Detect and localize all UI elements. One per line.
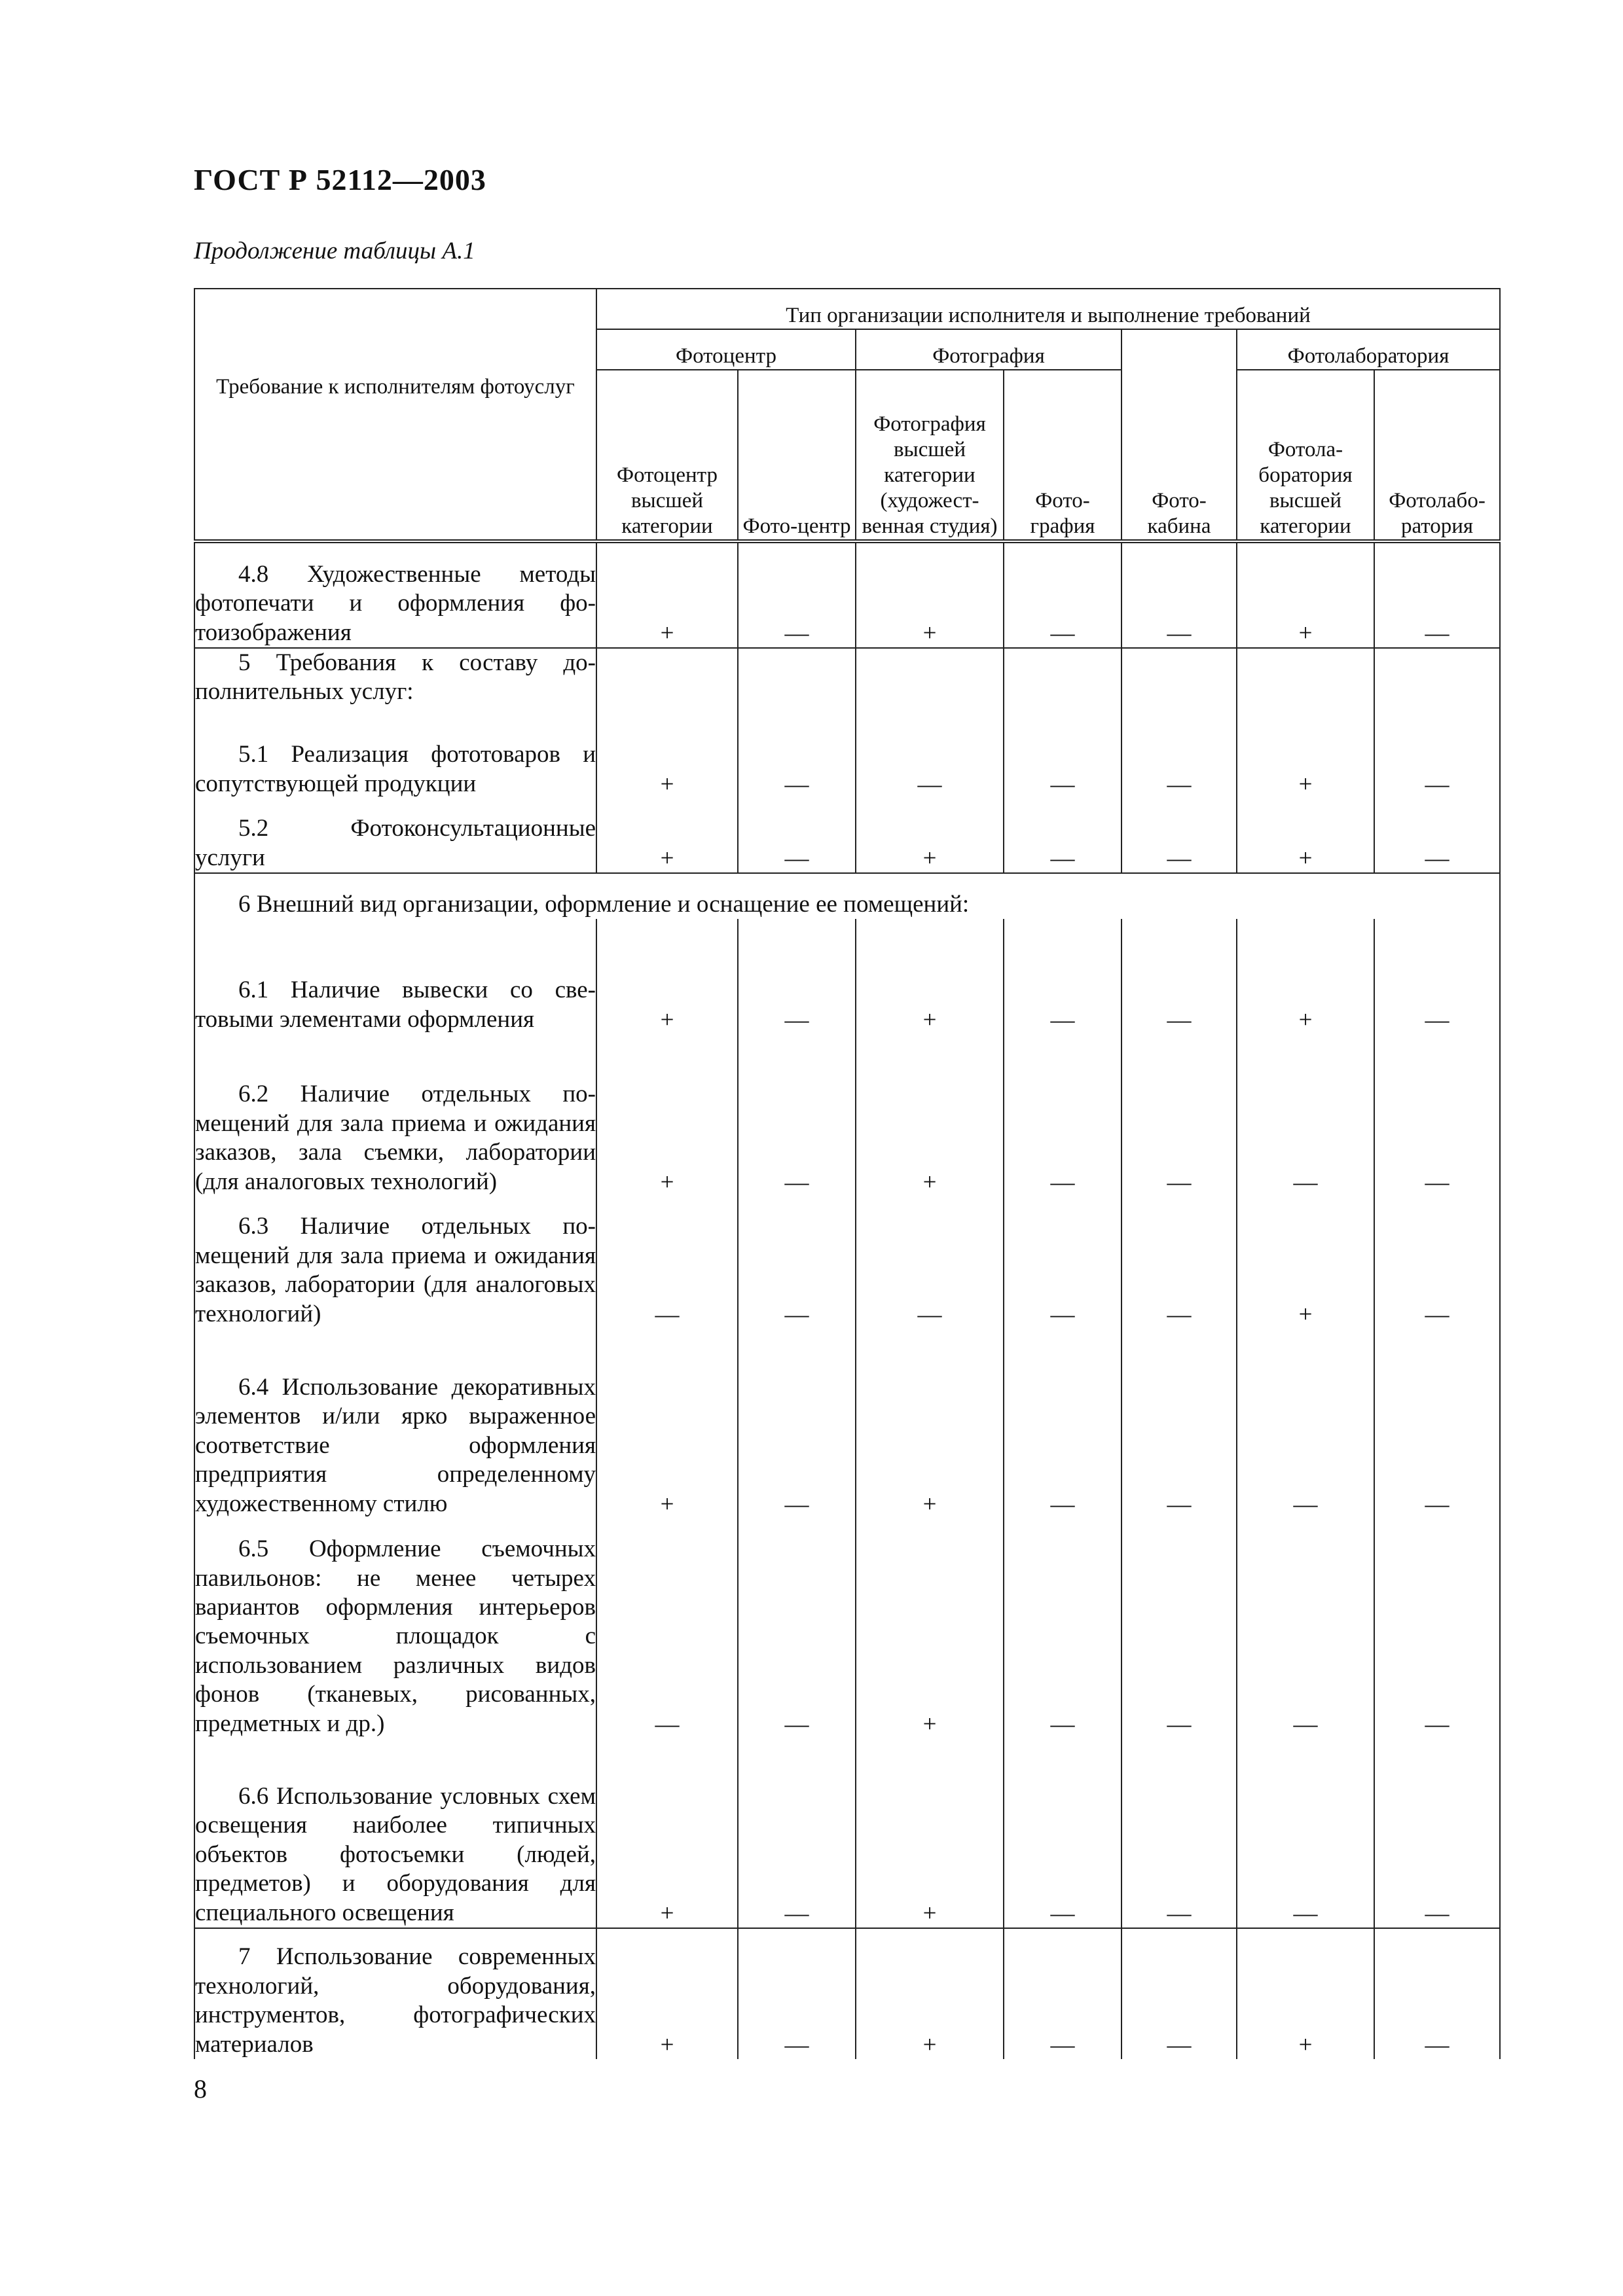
mark-cell: + [596, 919, 738, 1034]
mark-cell: — [1004, 1196, 1122, 1329]
mark-cell: + [596, 1738, 738, 1928]
mark-cell: — [738, 798, 856, 873]
column-header: Фотолабо-ратория [1374, 370, 1500, 541]
mark-cell: — [1374, 1738, 1500, 1928]
table-row [194, 1518, 1500, 1738]
mark-cell: — [596, 1196, 738, 1329]
requirement-text: 6.1 Наличие вывески со световыми элементами оформления [194, 919, 596, 1034]
mark-cell: — [1122, 543, 1237, 648]
mark-cell: + [596, 543, 738, 648]
mark-cell: + [1237, 919, 1374, 1034]
mark-cell: — [1004, 1518, 1122, 1738]
mark-cell: — [1122, 1196, 1237, 1329]
mark-cell: + [856, 798, 1004, 873]
table-caption: Продолжение таблицы А.1 [194, 238, 475, 264]
table-row [194, 798, 1500, 873]
mark-cell: + [596, 1928, 738, 2059]
mark-cell: + [596, 1034, 738, 1196]
document-code: ГОСТ Р 52112—2003 [194, 163, 486, 196]
column-header: Фото-кабина [1122, 329, 1237, 541]
mark-cell: — [1374, 1928, 1500, 2059]
mark-cell: + [1237, 724, 1374, 798]
mark-cell: — [1374, 543, 1500, 648]
mark-cell: — [1122, 1329, 1237, 1518]
mark-cell: + [856, 1738, 1004, 1928]
group-header-fotocenter: Фотоцентр [596, 329, 856, 370]
mark-cell: — [1237, 1034, 1374, 1196]
mark-cell: — [1004, 543, 1122, 648]
requirement-text: 6.5 Оформление съемочных павильонов: не менее четырех вариантов оформления интерьеров съемочных площадок с использованием различных видов фонов (тканевых, рисованных, предметных и др.) [194, 1518, 596, 1738]
mark-cell: + [1237, 798, 1374, 873]
mark-cell: — [1122, 919, 1237, 1034]
mark-cell: — [1122, 1518, 1237, 1738]
mark-cell: — [738, 1738, 856, 1928]
mark-cell: — [1004, 1928, 1122, 2059]
table-row [194, 919, 1500, 1034]
mark-cell: — [738, 1518, 856, 1738]
table-row [194, 724, 1500, 798]
mark-cell: — [856, 724, 1004, 798]
table-row [194, 1196, 1500, 1329]
mark-cell: — [1237, 1329, 1374, 1518]
mark-cell: + [1237, 1196, 1374, 1329]
column-header: Фотоцентр высшей категории [596, 370, 738, 541]
requirement-text: 6.4 Использование декоративных элементов и/или ярко выраженное соответствие оформления предприятия определенному художественному стилю [194, 1329, 596, 1518]
mark-cell: — [738, 724, 856, 798]
table-row [194, 873, 1500, 919]
mark-cell: — [1004, 724, 1122, 798]
mark-cell: + [1237, 1928, 1374, 2059]
requirement-text: 7 Использование современных технологий, оборудования, инструментов, фотографических материалов [194, 1928, 596, 2059]
mark-cell: + [856, 1518, 1004, 1738]
mark-cell: — [1122, 1928, 1237, 2059]
mark-cell: — [738, 919, 856, 1034]
mark-cell: — [1122, 724, 1237, 798]
mark-cell: — [1004, 1034, 1122, 1196]
table-row [194, 1034, 1500, 1196]
requirement-text: 4.8 Художественные методы фотопечати и оформления фотоизображения [194, 543, 596, 648]
table-row [194, 1738, 1500, 1928]
mark-cell: — [1374, 1518, 1500, 1738]
column-header: Фото-графия [1004, 370, 1122, 541]
mark-cell: — [1374, 1196, 1500, 1329]
requirements-table [194, 288, 1501, 2059]
mark-cell: + [596, 724, 738, 798]
table-row [194, 1329, 1500, 1518]
requirement-text: 6.3 Наличие отдельных помещений для зала приема и ожидания заказов, лаборатории (для аналоговых технологий) [194, 1196, 596, 1329]
group-header-fotografia: Фотография [856, 329, 1122, 370]
mark-cell: + [856, 543, 1004, 648]
mark-cell: + [856, 1928, 1004, 2059]
mark-cell: — [738, 1196, 856, 1329]
mark-cell: — [738, 543, 856, 648]
requirement-text: 6.2 Наличие отдельных помещений для зала приема и ожидания заказов, зала съемки, лаборатории (для аналоговых технологий) [194, 1034, 596, 1196]
mark-cell: — [1122, 1034, 1237, 1196]
column-header: Фотола-боратория высшей категории [1237, 370, 1374, 541]
mark-cell: — [1237, 1738, 1374, 1928]
mark-cell: + [856, 919, 1004, 1034]
requirement-text: 5.2 Фотоконсультационные услуги [194, 798, 596, 873]
requirement-text: 6.6 Использование условных схем освещения наиболее типичных объектов фотосъемки (людей, предметов) и оборудования для специального освещения [194, 1738, 596, 1928]
group-header-fotolab: Фотолаборатория [1237, 329, 1500, 370]
requirement-text: 5.1 Реализация фототоваров и сопутствующей продукции [194, 724, 596, 798]
requirement-text: 5 Требования к составу дополнительных услуг: [194, 648, 596, 724]
mark-cell: — [1004, 1329, 1122, 1518]
mark-cell: — [1374, 798, 1500, 873]
org-type-header: Тип организации исполнителя и выполнение требований [596, 289, 1500, 329]
table-row [194, 648, 1500, 724]
mark-cell: — [1237, 1518, 1374, 1738]
mark-cell: + [856, 1329, 1004, 1518]
mark-cell: — [1374, 724, 1500, 798]
column-header: Фото-центр [738, 370, 856, 541]
mark-cell: — [1122, 798, 1237, 873]
mark-cell: — [1122, 1738, 1237, 1928]
mark-cell: — [738, 1928, 856, 2059]
mark-cell: + [596, 1329, 738, 1518]
section-heading: 6 Внешний вид организации, оформление и оснащение ее помещений: [194, 873, 1500, 919]
table-row [194, 543, 1500, 648]
mark-cell: — [856, 1196, 1004, 1329]
mark-cell: + [856, 1034, 1004, 1196]
mark-cell: — [1374, 1034, 1500, 1196]
mark-cell: — [1374, 919, 1500, 1034]
column-header: Фотография высшей категории (художест-венная студия) [856, 370, 1004, 541]
mark-cell: — [738, 1034, 856, 1196]
mark-cell: + [596, 798, 738, 873]
requirement-column-header: Требование к исполнителям фотоуслуг [194, 289, 596, 541]
mark-cell: — [596, 1518, 738, 1738]
mark-cell: — [1004, 919, 1122, 1034]
mark-cell: — [1004, 798, 1122, 873]
mark-cell: — [738, 1329, 856, 1518]
header-row-1 [194, 289, 1500, 329]
mark-cell: — [1004, 1738, 1122, 1928]
mark-cell: + [1237, 543, 1374, 648]
table-row [194, 1928, 1500, 2059]
mark-cell: — [1374, 1329, 1500, 1518]
page-number: 8 [194, 2074, 207, 2104]
